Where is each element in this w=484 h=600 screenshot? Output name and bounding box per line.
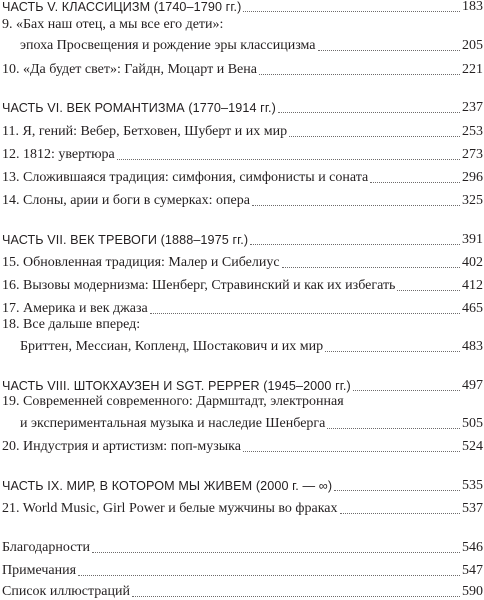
entry-title: 13. Сложившаяся традиция: симфония, симфонисты и соната — [2, 170, 369, 185]
dot-leader — [150, 313, 460, 314]
part-title: ЧАСТЬ VI. ВЕК РОМАНТИЗМА (1770–1914 гг.) — [2, 101, 276, 115]
page-number: 483 — [462, 339, 483, 354]
dot-leader — [278, 112, 460, 113]
toc-entry[interactable] — [2, 540, 483, 556]
toc-entry[interactable] — [2, 563, 483, 579]
dot-leader — [370, 182, 460, 183]
dot-leader — [327, 428, 460, 429]
entry-title: Список иллюстраций — [2, 584, 130, 599]
dot-leader — [340, 513, 460, 514]
dot-leader — [318, 50, 461, 51]
entry-title: 17. Америка и век джаза — [2, 301, 148, 316]
toc-part-heading[interactable] — [2, 100, 483, 116]
page-number: 253 — [462, 124, 483, 139]
dot-leader — [252, 205, 460, 206]
toc-entry-title-line: 9. «Бах наш отец, а мы все его дети»: — [2, 17, 224, 32]
entry-title: Примечания — [2, 563, 77, 578]
toc-entry[interactable] — [2, 62, 483, 78]
page-number: 535 — [462, 478, 483, 493]
dot-leader — [289, 136, 460, 137]
page-number: 402 — [462, 255, 483, 270]
entry-title: и экспериментальная музыка и наследие Шенберга — [20, 416, 326, 431]
toc-part-heading[interactable] — [2, 478, 483, 494]
entry-title: 14. Слоны, арии и боги в сумерках: опера — [2, 193, 250, 208]
dot-leader — [325, 351, 460, 352]
dot-leader — [353, 390, 460, 391]
page-number: 505 — [462, 416, 483, 431]
entry-title: эпоха Просвещения и рождение эры классицизма — [20, 38, 316, 53]
dot-leader — [132, 596, 460, 597]
entry-title: 10. «Да будет свет»: Гайдн, Моцарт и Вена — [2, 62, 257, 77]
page-number: 183 — [462, 0, 483, 14]
toc-entry-title-line: 19. Современней современного: Дармштадт, электронная — [2, 394, 344, 409]
toc-entry[interactable] — [2, 170, 483, 186]
entry-title: 15. Обновленная традиция: Малер и Сибелиус — [2, 255, 280, 270]
entry-title: 20. Индустрия и артистизм: поп-музыка — [2, 439, 241, 454]
page-number: 465 — [462, 301, 483, 316]
toc-part-heading[interactable] — [2, 0, 483, 15]
entry-title: 21. World Music, Girl Power и белые мужчины во фраках — [2, 501, 338, 516]
page-number: 237 — [462, 100, 483, 115]
dot-leader — [243, 451, 460, 452]
toc-entry[interactable] — [2, 416, 483, 432]
page-number: 391 — [462, 232, 483, 247]
entry-title: 11. Я, гений: Вебер, Бетховен, Шуберт и их мир — [2, 124, 288, 139]
page-number: 497 — [462, 378, 483, 393]
dot-leader — [243, 11, 460, 12]
entry-title: Бриттен, Мессиан, Копленд, Шостакович и их мир — [20, 339, 324, 354]
dot-leader — [282, 267, 460, 268]
dot-leader — [250, 244, 460, 245]
entry-title: 12. 1812: увертюра — [2, 147, 115, 162]
page-number: 590 — [462, 584, 483, 599]
page-number: 325 — [462, 193, 483, 208]
toc-entry[interactable] — [2, 38, 483, 54]
page-number: 221 — [462, 62, 483, 77]
dot-leader — [92, 552, 460, 553]
page-number: 546 — [462, 540, 483, 555]
page-number: 547 — [462, 563, 483, 578]
toc-entry[interactable] — [2, 301, 483, 317]
toc-entry[interactable] — [2, 193, 483, 209]
toc-entry[interactable] — [2, 255, 483, 271]
toc-entry[interactable] — [2, 584, 483, 600]
toc-part-heading[interactable] — [2, 232, 483, 248]
page-number: 205 — [462, 38, 483, 53]
entry-title: 16. Вызовы модернизма: Шенберг, Стравинский и как их избегать — [2, 278, 396, 293]
page-number: 537 — [462, 501, 483, 516]
dot-leader — [334, 490, 460, 491]
entry-title: Благодарности — [2, 540, 91, 555]
page-number: 296 — [462, 170, 483, 185]
toc-part-heading[interactable] — [2, 378, 483, 394]
dot-leader — [259, 74, 460, 75]
toc-entry[interactable] — [2, 124, 483, 140]
toc-entry[interactable] — [2, 439, 483, 455]
dot-leader — [117, 159, 460, 160]
part-title: ЧАСТЬ VIII. ШТОКХАУЗЕН И SGT. PEPPER (1945–2000 гг.) — [2, 379, 351, 393]
toc-entry[interactable] — [2, 339, 483, 355]
page-number: 273 — [462, 147, 483, 162]
dot-leader — [78, 575, 460, 576]
dot-leader — [397, 290, 460, 291]
part-title: ЧАСТЬ VII. ВЕК ТРЕВОГИ (1888–1975 гг.) — [2, 233, 249, 247]
toc-entry[interactable] — [2, 147, 483, 163]
toc-entry[interactable] — [2, 278, 483, 294]
page-number: 524 — [462, 439, 483, 454]
page-number: 412 — [462, 278, 483, 293]
part-title: ЧАСТЬ V. КЛАССИЦИЗМ (1740–1790 гг.) — [2, 0, 242, 14]
toc-entry[interactable] — [2, 501, 483, 517]
part-title: ЧАСТЬ IX. МИР, В КОТОРОМ МЫ ЖИВЕМ (2000 г. — ∞) — [2, 479, 333, 493]
toc-entry-title-line: 18. Все дальше вперед: — [2, 317, 141, 332]
